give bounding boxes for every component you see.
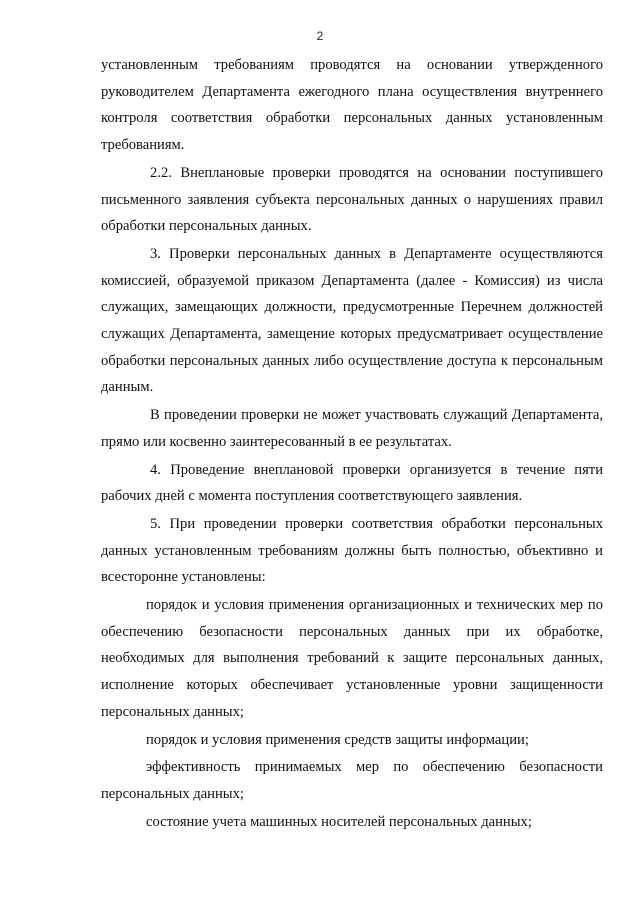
list-item: состояние учета машинных носителей персональных данных;: [146, 813, 532, 830]
document-body: [101, 52, 603, 835]
list-item: порядок и условия применения средств защиты информации;: [146, 731, 529, 748]
list-item: порядок и условия применения организационных и технических мер по обеспечению безопасности персональных данных при их обработке, необходимых для выполнения требований к защите персональных данных, исполнение которых обеспечивает установленные уровни защищенности персональных данных;: [101, 597, 603, 720]
list-item: эффективность принимаемых мер по обеспечению безопасности персональных данных;: [101, 759, 603, 802]
paragraph-4: 4. Проведение внеплановой проверки организуется в течение пяти рабочих дней с момента поступления соответствующего заявления.: [101, 461, 603, 505]
paragraph-3-exclusion: В проведении проверки не может участвовать служащий Департамента, прямо или косвенно заинтересованный в ее результатах.: [101, 407, 603, 450]
paragraph-continuation: установленным требованиям проводятся на основании утвержденного руководителем Департамента ежегодного плана осуществления внутреннего контроля соответствия обработки персональных данных установленным требованиям.: [101, 57, 603, 154]
paragraph-3: 3. Проверки персональных данных в Департаменте осуществляются комиссией, образуемой приказом Департамента (далее - Комиссия) из числа служащих, замещающих должности, предусмотренные Перечнем должностей служащих Департамента, замещение которых предусматривает осуществление обработки персональных данных либо осуществление доступа к персональным данным.: [101, 245, 603, 396]
page-number: 2: [316, 29, 324, 43]
paragraph-2-2: 2.2. Внеплановые проверки проводятся на основании поступившего письменного заявления субъекта персональных данных о нарушениях правил обработки персональных данных.: [101, 164, 603, 235]
paragraph-5: 5. При проведении проверки соответствия обработки персональных данных установленным требованиям должны быть полностью, объективно и всесторонне установлены:: [101, 515, 603, 586]
